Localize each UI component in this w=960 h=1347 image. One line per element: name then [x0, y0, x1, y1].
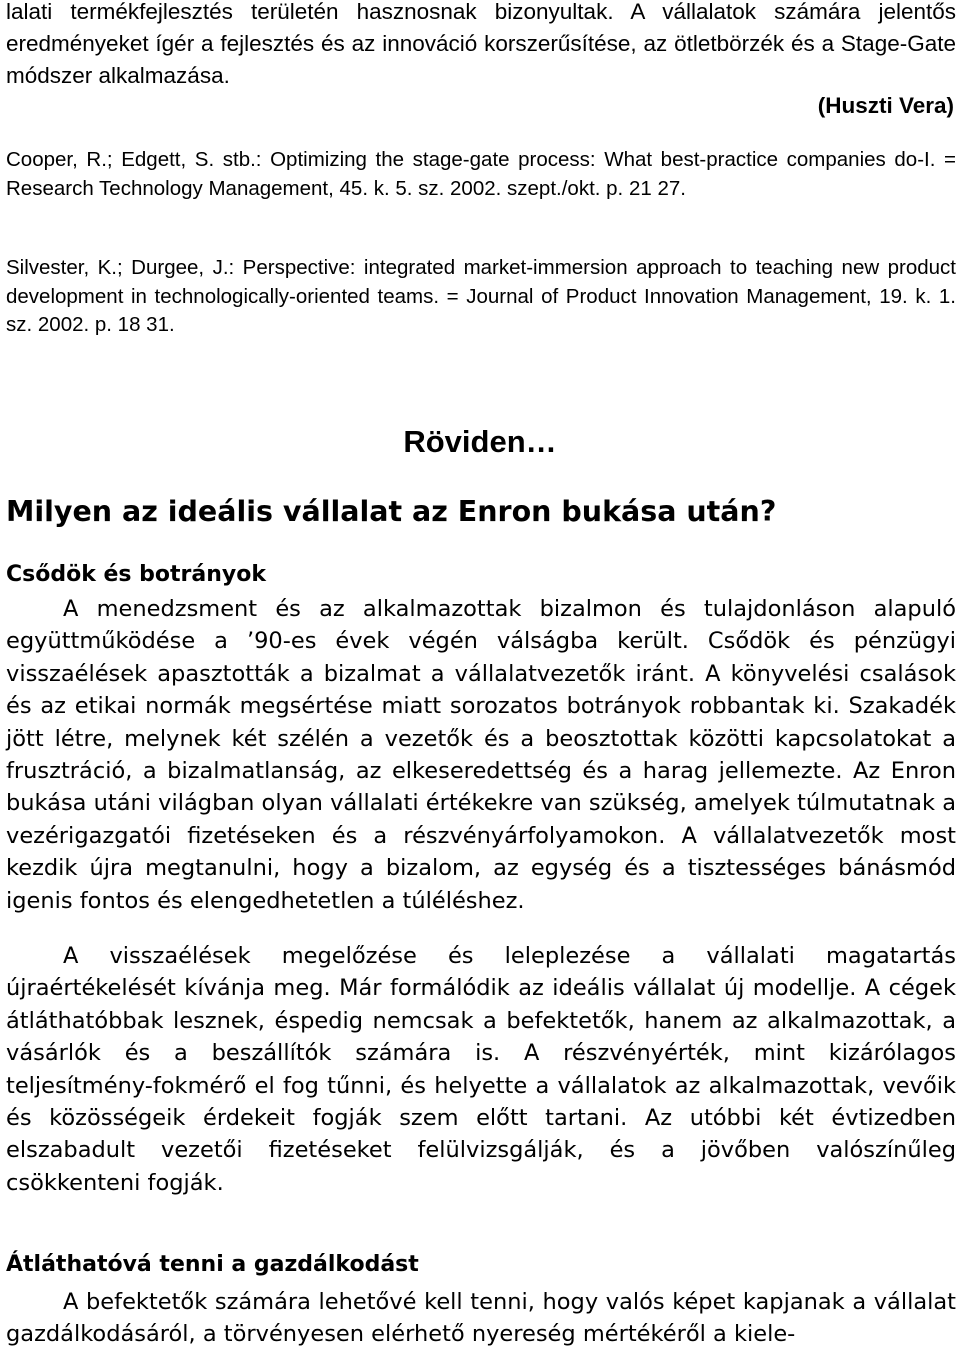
subheading: Átláthatóvá tenni a gazdálkodást [6, 1252, 419, 1277]
body-paragraph: A visszaélések megelőzése és leleplezése a vállalati magatartás újraértékelését kívánja meg. Már formálódik az ideális vállalat új modellje. A cégek átláthatóbbak lesznek, éspedig nemcsak a befektetők, hanem az alkalmazottak, a vásárlók és a beszállítók számára is. A részvényérték, mint kizárólagos teljesítmény-fokmérő el fog tűnni, és helyette a vállalatok az alkalmazottak, vevőik és közösségeik érdekeit fogják szem előtt tartani. Az utóbbi két évtizedben elszabadult vezetői fizetéseket felülvizsgálják, és a jövőben valószínűleg csökkenteni fogják. [6, 943, 956, 1196]
author-credit: (Huszti Vera) [817, 93, 954, 118]
body-paragraph: A menedzsment és az alkalmazottak bizalmon és tulajdonláson alapuló együttműködése a ’90-es évek végén válságba került. Csődök és pénzügyi visszaélések apasztották a bizalmat a vállalatvezetők iránt. A könyvelési csalások és az etikai normák megsértése miatt sorozatos botrányok robbantak ki. Szakadék jött létre, melynek két szélén a vezetők és a beosztottak közötti kapcsolatokat a frusztráció, a bizalmatlanság, az elkeseredettség és a harag jellemezte. Az Enron bukása utáni világban olyan vállalati értékekre van szükség, amelyek túlmutatnak a vezérigazgatói fizetéseken és a részvényárfolyamokon. A vállalatvezetők most kezdik újra megtanulni, hogy a bizalom, az egység és a tisztességes bánásmód igenis fontos és elengedhetetlen a túléléshez. [6, 596, 956, 914]
reference-item: Cooper, R.; Edgett, S. stb.: Optimizing the stage-gate process: What best-practice companies do-I. = Research Technology Management, 45. k. 5. sz. 2002. szept./okt. p. 21 27. [6, 148, 956, 200]
article-title: Milyen az ideális vállalat az Enron bukása után? [6, 495, 777, 529]
intro-paragraph: lalati termékfejlesztés területén hasznosnak bizonyultak. A vállalatok számára jelentős eredményeket ígér a fejlesztés és az innováció korszerűsítése, az ötletbörzék és a Stage-Gate módszer alkalmazása. [6, 0, 956, 88]
body-paragraph: A befektetők számára lehetővé kell tenni, hogy valós képet kapjanak a vállalat gazdálkodásáról, a törvényesen elérhető nyereség mértékéről a kiele- [6, 1289, 956, 1347]
subheading: Csődök és botrányok [6, 562, 267, 587]
reference-item: Silvester, K.; Durgee, J.: Perspective: integrated market-immersion approach to teaching new product development in technologically-oriented teams. = Journal of Product Innovation Management, 19. k. 1. sz. 2002. p. 18 31. [6, 256, 956, 336]
section-title: Röviden… [403, 423, 557, 459]
